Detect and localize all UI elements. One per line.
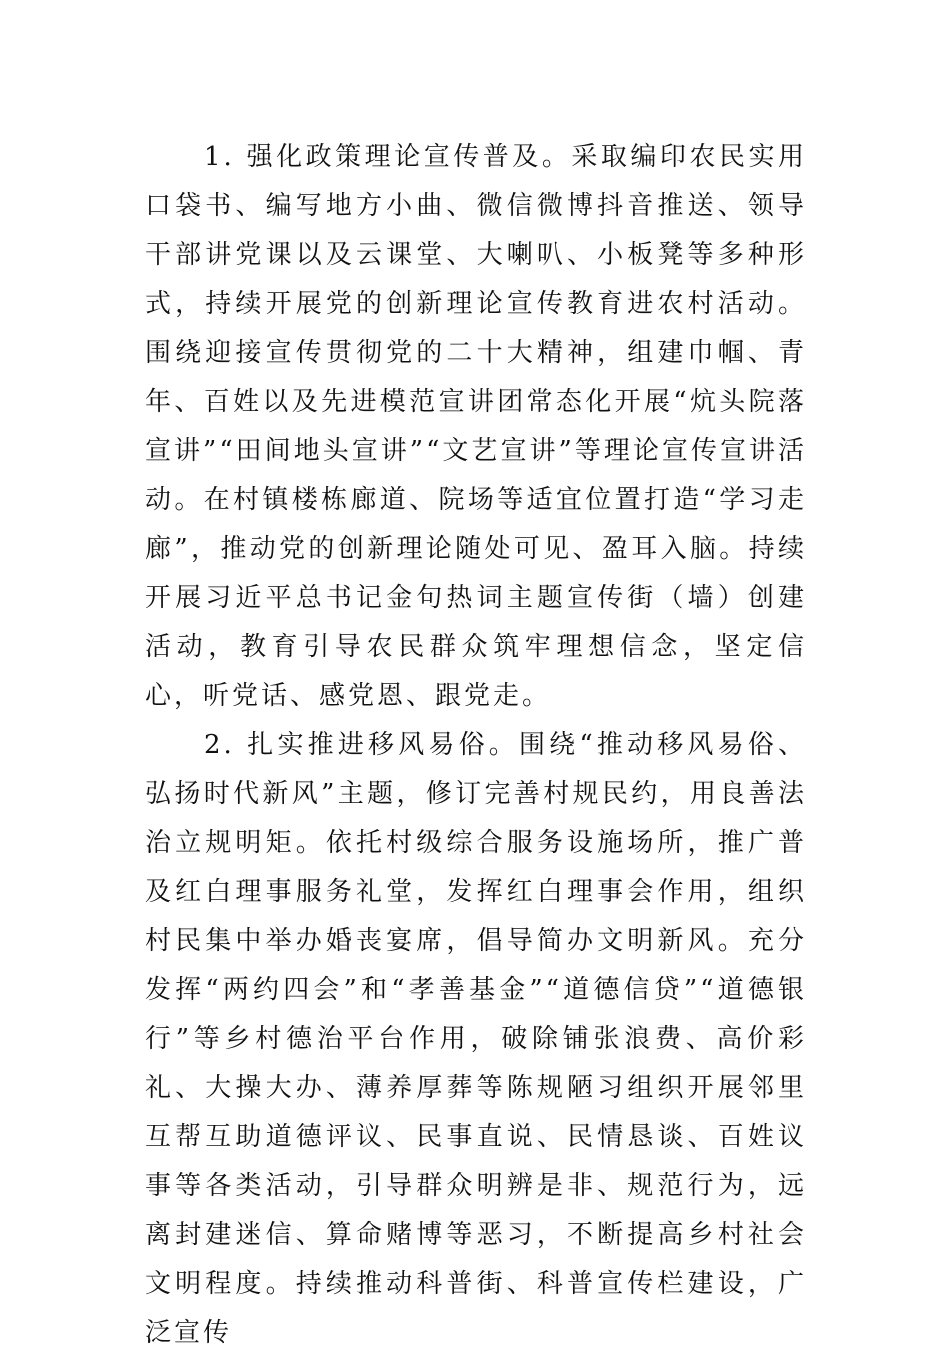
document-body [145,133,807,1358]
paragraph-policy-theory: 1. 强化政策理论宣传普及。采取编印农民实用口袋书、编写地方小曲、微信微博抖音推送、领导干部讲党课以及云课堂、大喇叭、小板凳等多种形式，持续开展党的创新理论宣传教育进农村活动。围绕迎接宣传贯彻党的二十大精神，组建巾帼、青年、百姓以及先进模范宣讲团常态化开展“炕头院落宣讲”“田间地头宣讲”“文艺宣讲”等理论宣传宣讲活动。在村镇楼栋廊道、院场等适宜位置打造“学习走廊”，推动党的创新理论随处可见、盈耳入脑。持续开展习近平总书记金句热词主题宣传街（墙）创建活动，教育引导农民群众筑牢理想信念，坚定信心，听党话、感党恩、跟党走。 [145,142,807,711]
paragraph-customs-reform: 2. 扎实推进移风易俗。围绕“推动移风易俗、弘扬时代新风”主题，修订完善村规民约，用良善法治立规明矩。依托村级综合服务设施场所，推广普及红白理事服务礼堂，发挥红白理事会作用，组织村民集中举办婚丧宴席，倡导简办文明新风。充分发挥“两约四会”和“孝善基金”“道德信贷”“道德银行”等乡村德治平台作用，破除铺张浪费、高价彩礼、大操大办、薄养厚葬等陈规陋习组织开展邻里互帮互助道德评议、民事直说、民情恳谈、百姓议事等各类活动，引导群众明辨是非、规范行为，远离封建迷信、算命赌博等恶习，不断提高乡村社会文明程度。持续推动科普街、科普宣传栏建设，广泛宣传 [145,730,807,1348]
